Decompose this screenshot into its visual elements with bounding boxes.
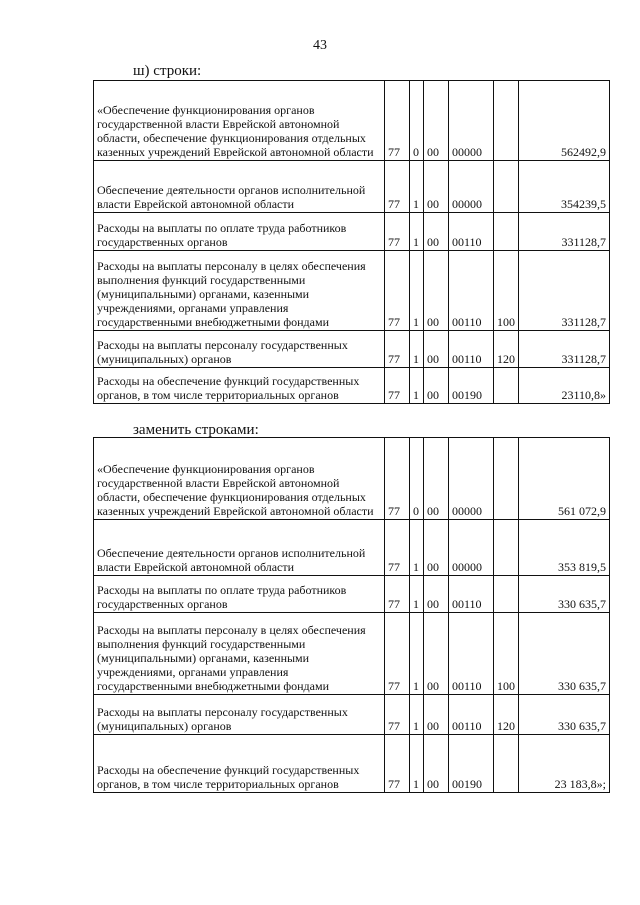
row-name: Расходы на выплаты персоналу в целях обеспечения выполнения функций государственными (муниципальными) органами, казенными учреждениями, органами управления государственными внебюджетными фондами (94, 251, 385, 331)
row-name: Расходы на выплаты персоналу государственных (муниципальных) органов (94, 331, 385, 368)
code-program: 77 (385, 213, 410, 251)
code-subprogram: 1 (410, 213, 424, 251)
table-row (94, 695, 610, 735)
code-subprogram: 1 (410, 368, 424, 404)
code-program: 77 (385, 438, 410, 520)
code-direction: 00000 (449, 81, 494, 161)
code-main-event: 00 (424, 613, 449, 695)
expense-type (494, 368, 519, 404)
code-direction: 00110 (449, 331, 494, 368)
row-name: «Обеспечение функционирования органов государственной власти Еврейской автономной области, обеспечение функционирования отдельных казенных учреждений Еврейской автономной области (94, 81, 385, 161)
code-subprogram: 1 (410, 735, 424, 793)
code-main-event: 00 (424, 520, 449, 576)
amount: 331128,7 (519, 331, 610, 368)
code-direction: 00110 (449, 213, 494, 251)
code-program: 77 (385, 251, 410, 331)
expense-type (494, 438, 519, 520)
table-row (94, 613, 610, 695)
new-rows-table (93, 437, 610, 793)
table-row (94, 161, 610, 213)
amount: 330 635,7 (519, 576, 610, 613)
expense-type: 120 (494, 331, 519, 368)
code-subprogram: 0 (410, 438, 424, 520)
code-program: 77 (385, 576, 410, 613)
code-main-event: 00 (424, 251, 449, 331)
code-program: 77 (385, 161, 410, 213)
code-program: 77 (385, 331, 410, 368)
amount: 353 819,5 (519, 520, 610, 576)
code-direction: 00190 (449, 368, 494, 404)
row-name: Расходы на обеспечение функций государственных органов, в том числе территориальных органов (94, 735, 385, 793)
code-subprogram: 0 (410, 81, 424, 161)
amount: 331128,7 (519, 213, 610, 251)
code-main-event: 00 (424, 213, 449, 251)
amount: 562492,9 (519, 81, 610, 161)
code-direction: 00000 (449, 438, 494, 520)
code-main-event: 00 (424, 735, 449, 793)
old-rows-table (93, 80, 610, 404)
row-name: Расходы на выплаты персоналу государственных (муниципальных) органов (94, 695, 385, 735)
row-name: Обеспечение деятельности органов исполнительной власти Еврейской автономной области (94, 161, 385, 213)
expense-type (494, 735, 519, 793)
expense-type: 120 (494, 695, 519, 735)
code-subprogram: 1 (410, 161, 424, 213)
code-main-event: 00 (424, 331, 449, 368)
code-program: 77 (385, 520, 410, 576)
new-rows-heading: заменить строками: (133, 422, 259, 438)
amount: 331128,7 (519, 251, 610, 331)
code-direction: 00190 (449, 735, 494, 793)
table-row (94, 251, 610, 331)
table-row (94, 81, 610, 161)
code-direction: 00110 (449, 576, 494, 613)
table-row (94, 368, 610, 404)
code-main-event: 00 (424, 576, 449, 613)
row-name: Расходы на выплаты персоналу в целях обеспечения выполнения функций государственными (муниципальными) органами, казенными учреждениями, органами управления государственными внебюджетными фондами (94, 613, 385, 695)
code-direction: 00110 (449, 613, 494, 695)
row-name: Расходы на выплаты по оплате труда работников государственных органов (94, 213, 385, 251)
code-direction: 00110 (449, 695, 494, 735)
code-program: 77 (385, 735, 410, 793)
code-program: 77 (385, 695, 410, 735)
expense-type (494, 161, 519, 213)
table-row (94, 576, 610, 613)
old-rows-heading: ш) строки: (133, 63, 202, 79)
code-direction: 00000 (449, 520, 494, 576)
amount: 330 635,7 (519, 613, 610, 695)
expense-type (494, 576, 519, 613)
code-subprogram: 1 (410, 613, 424, 695)
code-program: 77 (385, 81, 410, 161)
code-subprogram: 1 (410, 520, 424, 576)
code-main-event: 00 (424, 161, 449, 213)
code-subprogram: 1 (410, 331, 424, 368)
table-row (94, 735, 610, 793)
amount: 23110,8» (519, 368, 610, 404)
page-number: 43 (313, 38, 327, 53)
code-main-event: 00 (424, 695, 449, 735)
code-direction: 00110 (449, 251, 494, 331)
table-row (94, 331, 610, 368)
amount: 354239,5 (519, 161, 610, 213)
expense-type (494, 81, 519, 161)
amount: 23 183,8»; (519, 735, 610, 793)
table-row (94, 438, 610, 520)
code-main-event: 00 (424, 368, 449, 404)
code-main-event: 00 (424, 438, 449, 520)
code-subprogram: 1 (410, 695, 424, 735)
code-subprogram: 1 (410, 576, 424, 613)
table-row (94, 520, 610, 576)
expense-type (494, 520, 519, 576)
expense-type (494, 213, 519, 251)
code-program: 77 (385, 613, 410, 695)
amount: 561 072,9 (519, 438, 610, 520)
expense-type: 100 (494, 251, 519, 331)
table-row (94, 213, 610, 251)
code-program: 77 (385, 368, 410, 404)
row-name: Расходы на обеспечение функций государственных органов, в том числе территориальных органов (94, 368, 385, 404)
row-name: Обеспечение деятельности органов исполнительной власти Еврейской автономной области (94, 520, 385, 576)
amount: 330 635,7 (519, 695, 610, 735)
expense-type: 100 (494, 613, 519, 695)
code-subprogram: 1 (410, 251, 424, 331)
code-main-event: 00 (424, 81, 449, 161)
row-name: «Обеспечение функционирования органов государственной власти Еврейской автономной области, обеспечение функционирования отдельных казенных учреждений Еврейской автономной области (94, 438, 385, 520)
code-direction: 00000 (449, 161, 494, 213)
row-name: Расходы на выплаты по оплате труда работников государственных органов (94, 576, 385, 613)
